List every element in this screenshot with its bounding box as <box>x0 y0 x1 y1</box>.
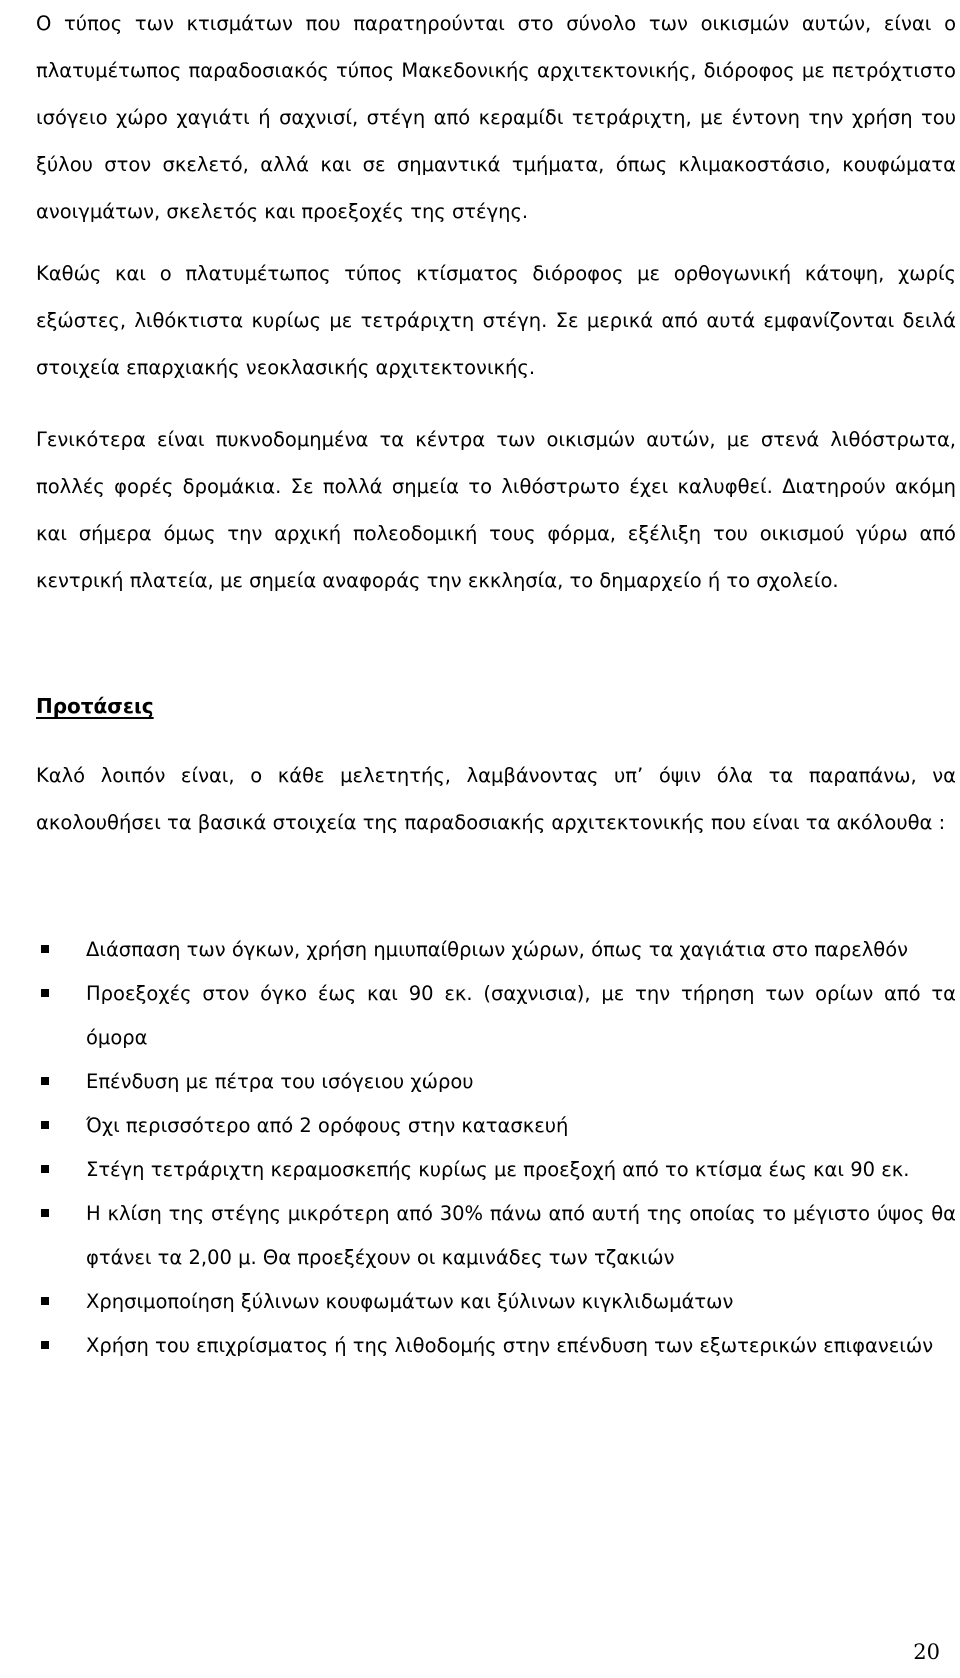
list-item-text: Επένδυση με πέτρα του ισόγειου χώρου <box>86 1070 474 1093</box>
square-bullet-icon <box>41 1209 49 1217</box>
list-item-text: Διάσπαση των όγκων, χρήση ημιυπαίθριων χώρων, όπως τα χαγιάτια στο παρελθόν <box>86 938 909 961</box>
paragraph-settlement-centers: Γενικότερα είναι πυκνοδομημένα τα κέντρα των οικισμών αυτών, με στενά λιθόστρωτα, πολλές φορές δρομάκια. Σε πολλά σημεία το λιθόστρωτο έχει καλυφθεί. Διατηρούν ακόμη και σήμερα όμως την αρχική πολεοδομική τους φόρμα, εξέλιξη του οικισμού γύρω από κεντρική πλατεία, με σημεία αναφοράς την εκκλησία, το δημαρχείο ή το σχολείο. <box>36 428 956 592</box>
square-bullet-icon <box>41 1341 49 1349</box>
page-number: 20 <box>913 1640 940 1664</box>
list-item-text: Χρήση του επιχρίσματος ή της λιθοδομής στην επένδυση των εξωτερικών επιφανειών <box>86 1334 934 1357</box>
paragraph-wide-front-type: Καθώς και ο πλατυμέτωπος τύπος κτίσματος διόροφος με ορθογωνική κάτοψη, χωρίς εξώστες, λιθόκτιστα κυρίως με τετράριχτη στέγη. Σε μερικά από αυτά εμφανίζονται δειλά στοιχεία επαρχιακής νεοκλασικής αρχιτεκτονικής. <box>36 262 956 379</box>
square-bullet-icon <box>41 1297 49 1305</box>
square-bullet-icon <box>41 1121 49 1129</box>
paragraph-proposals-intro: Καλό λοιπόν είναι, ο κάθε μελετητής, λαμβάνοντας υπ’ όψιν όλα τα παραπάνω, να ακολουθήσει τα βασικά στοιχεία της παραδοσιακής αρχιτεκτονικής που είναι τα ακόλουθα : <box>36 764 956 834</box>
square-bullet-icon <box>41 1077 49 1085</box>
square-bullet-icon <box>41 1165 49 1173</box>
list-item <box>36 972 956 1060</box>
paragraph-building-types: Ο τύπος των κτισμάτων που παρατηρούνται στο σύνολο των οικισμών αυτών, είναι ο πλατυμέτωπος παραδοσιακός τύπος Μακεδονικής αρχιτεκτονικής, διόροφος με πετρόχτιστο ισόγειο χώρο χαγιάτι ή σαχνισί, στέγη από κεραμίδι τετράριχτη, με έντονη την χρήση του ξύλου στον σκελετό, αλλά και σε σημαντικά τμήματα, όπως κλιμακοστάσιο, κουφώματα ανοιγμάτων, σκελετός και προεξοχές της στέγης. <box>36 12 956 223</box>
list-item <box>36 1280 956 1324</box>
section-heading-proposals: Προτάσεις <box>36 694 154 718</box>
list-item <box>36 1148 956 1192</box>
list-item <box>36 1324 956 1368</box>
proposals-list <box>36 928 956 1368</box>
square-bullet-icon <box>41 945 49 953</box>
list-item <box>36 928 956 972</box>
list-item-text: Στέγη τετράριχτη κεραμοσκεπής κυρίως με προεξοχή από το κτίσμα έως και 90 εκ. <box>86 1158 910 1181</box>
list-item <box>36 1104 956 1148</box>
list-item-text: Η κλίση της στέγης μικρότερη από 30% πάνω από αυτή της οποίας το μέγιστο ύψος θα φτάνει τα 2,00 μ. Θα προεξέχουν οι καμινάδες των τζακιών <box>86 1202 956 1269</box>
list-item-text: Προεξοχές στον όγκο έως και 90 εκ. (σαχνισια), με την τήρηση των ορίων από τα όμορα <box>86 982 956 1049</box>
list-item <box>36 1060 956 1104</box>
square-bullet-icon <box>41 989 49 997</box>
list-item-text: Χρησιμοποίηση ξύλινων κουφωμάτων και ξύλινων κιγκλιδωμάτων <box>86 1290 734 1313</box>
list-item <box>36 1192 956 1280</box>
list-item-text: Όχι περισσότερο από 2 ορόφους στην κατασκευή <box>86 1114 569 1137</box>
